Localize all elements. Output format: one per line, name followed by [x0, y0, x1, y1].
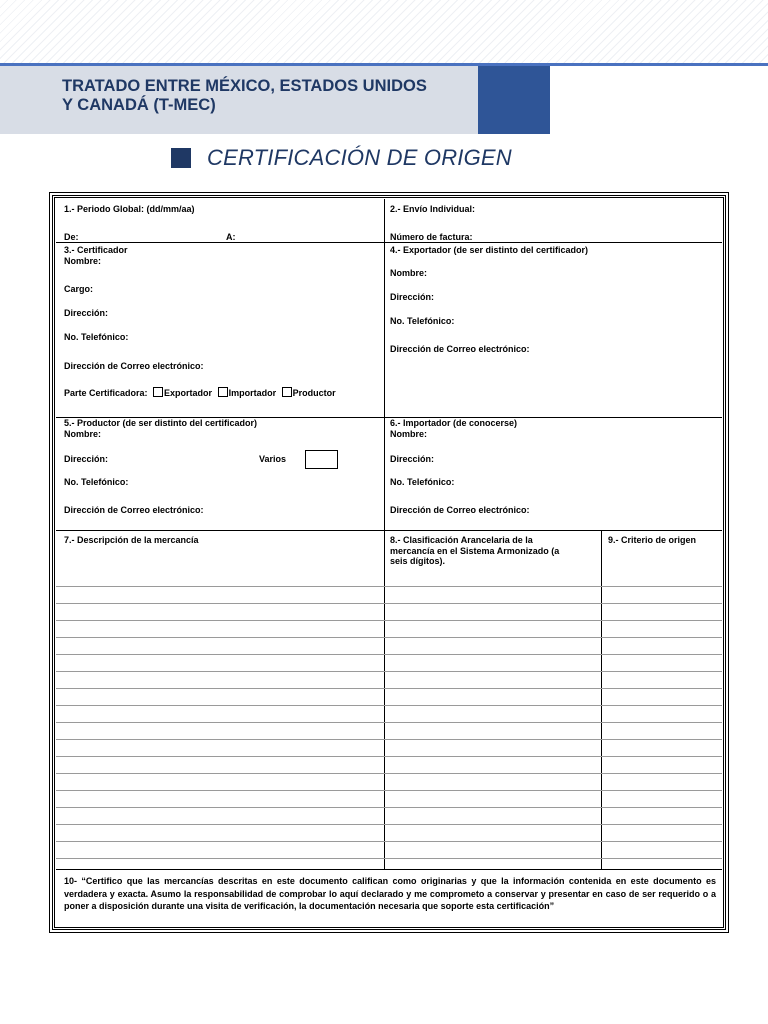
table-row: [56, 620, 722, 621]
various-checkbox[interactable]: [305, 450, 338, 469]
importer-phone-label[interactable]: No. Telefónico:: [390, 477, 455, 487]
table-row: [56, 807, 722, 808]
table-row: [56, 603, 722, 604]
certifier-phone-label[interactable]: No. Telefónico:: [64, 332, 129, 342]
exporter-checkbox[interactable]: [153, 387, 163, 397]
tariff-header-line3: seis dígitos).: [390, 556, 446, 566]
table-row: [56, 841, 722, 842]
divider-row1: [56, 242, 722, 243]
tariff-classification-header: [390, 535, 559, 567]
table-row: [56, 722, 722, 723]
producer-option-label: Productor: [292, 388, 336, 398]
table-row: [56, 739, 722, 740]
table-row: [56, 671, 722, 672]
certifier-name-label[interactable]: Nombre:: [64, 256, 102, 266]
divider-col89: [601, 530, 602, 869]
importer-option-label: Importador: [228, 388, 277, 398]
certifying-party-row: [64, 387, 336, 399]
section6-title: 6.- Importador (de conocerse): [390, 418, 518, 428]
various-label: Varios: [259, 454, 287, 464]
section1-to-label[interactable]: A:: [226, 232, 236, 242]
table-row: [56, 705, 722, 706]
header-pattern: [0, 0, 768, 64]
divider-row4: [56, 869, 722, 870]
producer-name-label[interactable]: Nombre:: [64, 429, 102, 439]
importer-name-label[interactable]: Nombre:: [390, 429, 428, 439]
tariff-header-line2: mercancía en el Sistema Armonizado (a: [390, 545, 560, 556]
table-row: [56, 637, 722, 638]
exporter-phone-label[interactable]: No. Telefónico:: [390, 316, 455, 326]
invoice-number-label[interactable]: Número de factura:: [390, 232, 473, 242]
producer-address-label[interactable]: Dirección:: [64, 454, 109, 464]
table-row: [56, 824, 722, 825]
table-row: [56, 586, 722, 587]
square-bullet-icon: [171, 148, 191, 168]
divider-center: [384, 199, 385, 869]
importer-email-label[interactable]: Dirección de Correo electrónico:: [390, 505, 530, 515]
section1-from-label[interactable]: De:: [64, 232, 79, 242]
table-row: [56, 688, 722, 689]
treaty-title-line2: Y CANADÁ (T-MEC): [62, 96, 216, 114]
table-row: [56, 773, 722, 774]
producer-phone-label[interactable]: No. Telefónico:: [64, 477, 129, 487]
exporter-name-label[interactable]: Nombre:: [390, 268, 428, 278]
treaty-title-line1: TRATADO ENTRE MÉXICO, ESTADOS UNIDOS: [62, 77, 427, 95]
treaty-title: [62, 77, 472, 115]
exporter-option-label: Exportador: [164, 388, 213, 398]
section5-title: 5.- Productor (de ser distinto del certificador): [64, 418, 258, 428]
table-row: [56, 790, 722, 791]
section1-title: 1.- Periodo Global: (dd/mm/aa): [64, 204, 195, 214]
table-row: [56, 756, 722, 757]
banner-accent-block: [478, 66, 550, 134]
table-row: [56, 858, 722, 859]
importer-address-label[interactable]: Dirección:: [390, 454, 435, 464]
producer-email-label[interactable]: Dirección de Correo electrónico:: [64, 505, 204, 515]
table-row: [56, 654, 722, 655]
exporter-email-label[interactable]: Dirección de Correo electrónico:: [390, 344, 530, 354]
certification-statement: 10- “Certifico que las mercancías descritas en este documento califican como originarias y que la información contenida en este documento es verdadera y exacta. Asumo la responsabilidad de comprobar lo aquí declarado y me comprometo a conservar y presentar en caso de ser requerido o a poner a disposición durante una visita de verificación, la documentación necesaria que soporte esta certificación”: [64, 876, 716, 911]
certifier-email-label[interactable]: Dirección de Correo electrónico:: [64, 361, 204, 371]
divider-row3: [56, 530, 722, 531]
producer-checkbox[interactable]: [282, 387, 292, 397]
section3-title: 3.- Certificador: [64, 245, 128, 255]
tariff-header-line1: 8.- Clasificación Arancelaria de la: [390, 535, 533, 545]
certifying-party-label: Parte Certificadora:: [64, 388, 148, 398]
section2-title: 2.- Envío Individual:: [390, 204, 476, 214]
origin-criterion-header: 9.- Criterio de origen: [608, 535, 697, 545]
certifier-address-label[interactable]: Dirección:: [64, 308, 109, 318]
form-title: CERTIFICACIÓN DE ORIGEN: [207, 145, 512, 170]
exporter-address-label[interactable]: Dirección:: [390, 292, 435, 302]
importer-checkbox[interactable]: [218, 387, 228, 397]
goods-description-header: 7.- Descripción de la mercancía: [64, 535, 199, 545]
certifier-position-label[interactable]: Cargo:: [64, 284, 93, 294]
section4-title: 4.- Exportador (de ser distinto del certificador): [390, 245, 589, 255]
certificate-form: [52, 195, 726, 930]
